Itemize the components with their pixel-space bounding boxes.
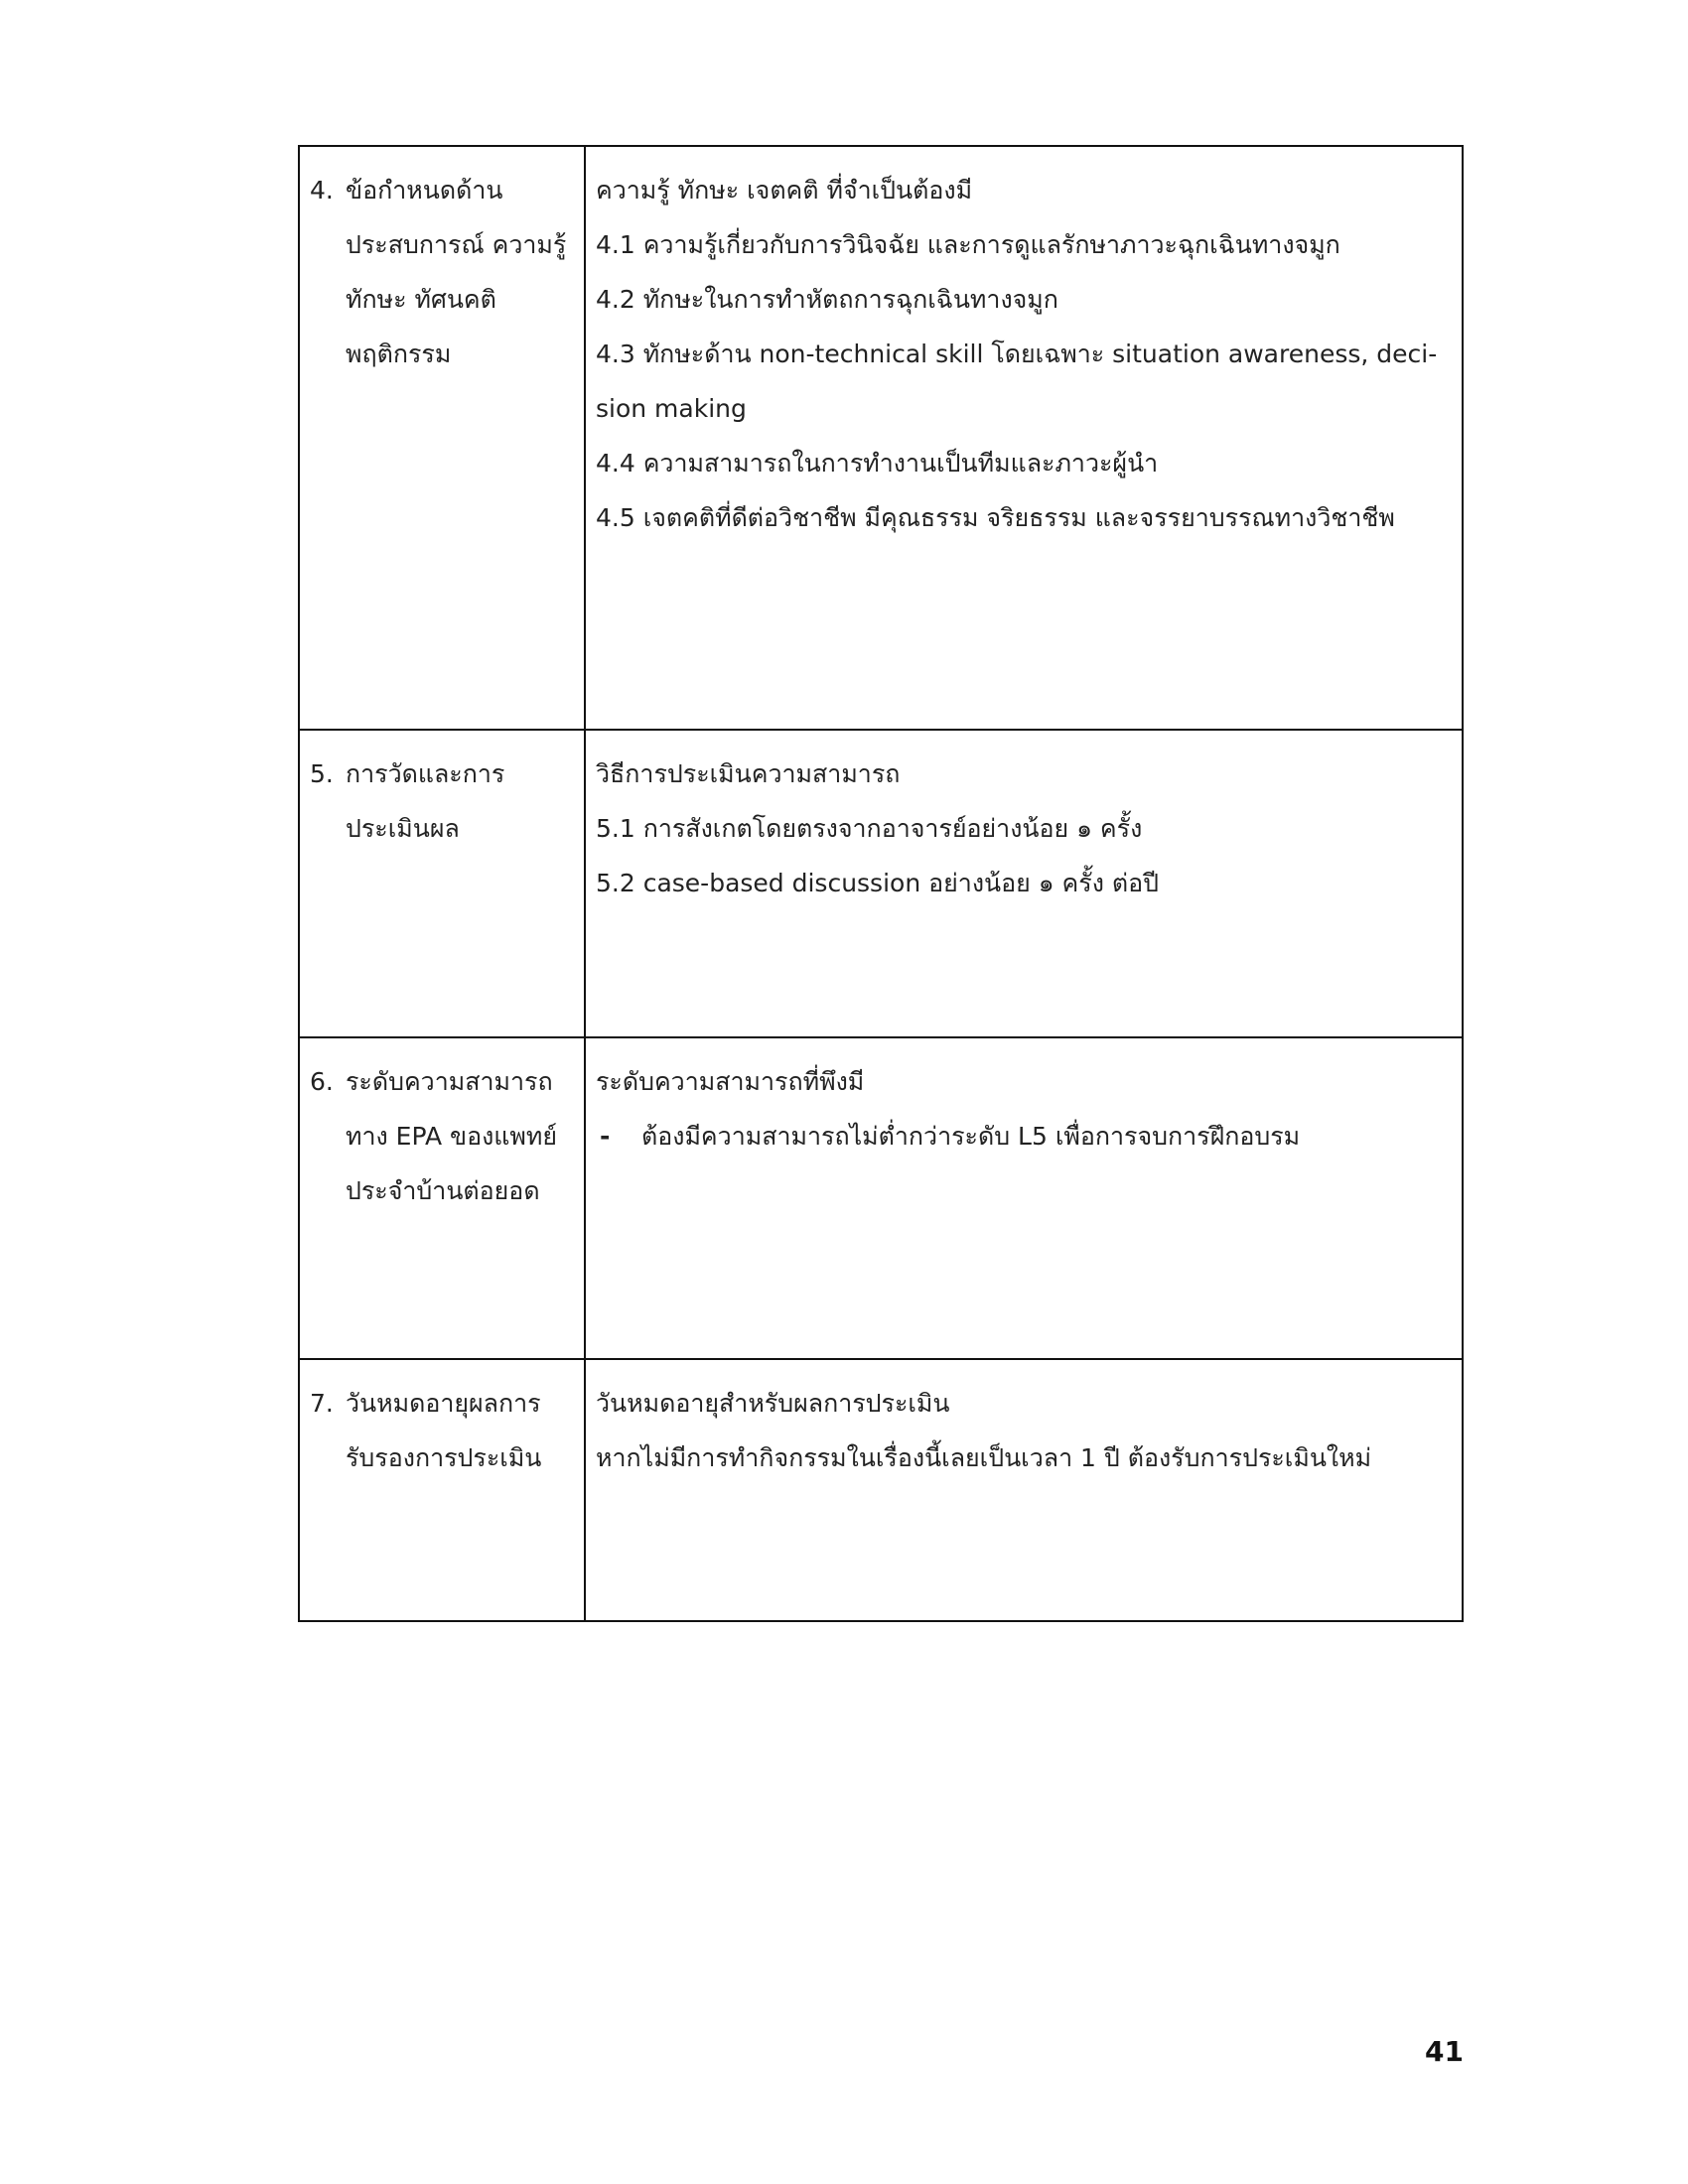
row-heading-line: ระดับความสามารถ bbox=[346, 1067, 553, 1096]
content-item: sion making bbox=[596, 394, 747, 423]
row-heading-line: รับรองการประเมิน bbox=[346, 1443, 542, 1472]
content-item: 4.1 ความรู้เกี่ยวกับการวินิจฉัย และการดูแลรักษาภาวะฉุกเฉินทางจมูก bbox=[596, 230, 1340, 259]
content-item: 4.3 ทักษะด้าน non-technical skill โดยเฉพาะ situation awareness, deci- bbox=[596, 340, 1438, 368]
row-heading-cell bbox=[300, 731, 586, 1036]
content-item: หากไม่มีการทำกิจกรรมในเรื่องนี้เลยเป็นเวลา 1 ปี ต้องรับการประเมินใหม่ bbox=[596, 1443, 1372, 1472]
epa-table bbox=[298, 145, 1464, 1622]
dash-bullet: - bbox=[600, 1122, 611, 1151]
content-title: ระดับความสามารถที่พึงมี bbox=[596, 1067, 865, 1096]
row-heading-line: การวัดและการ bbox=[346, 759, 505, 788]
content-title: ความรู้ ทักษะ เจตคติ ที่จำเป็นต้องมี bbox=[596, 176, 973, 205]
row-number: 4. bbox=[310, 176, 334, 205]
row-number: 7. bbox=[310, 1389, 334, 1418]
content-item: 4.5 เจตคติที่ดีต่อวิชาชีพ มีคุณธรรม จริยธรรม และจรรยาบรรณทางวิชาชีพ bbox=[596, 503, 1395, 532]
row-heading-line: ประเมินผล bbox=[346, 814, 460, 843]
row-content-cell bbox=[586, 1360, 1462, 1620]
row-number: 6. bbox=[310, 1067, 334, 1096]
row-content-cell bbox=[586, 147, 1462, 729]
table-row-5 bbox=[300, 731, 1462, 1038]
table-row-6 bbox=[300, 1038, 1462, 1360]
row-heading-cell bbox=[300, 1038, 586, 1358]
row-heading-line: ข้อกำหนดด้าน bbox=[346, 176, 503, 205]
row-number: 5. bbox=[310, 759, 334, 788]
content-item: 4.2 ทักษะในการทำหัตถการฉุกเฉินทางจมูก bbox=[596, 285, 1058, 314]
content-item: ต้องมีความสามารถไม่ต่ำกว่าระดับ L5 เพื่อการจบการฝึกอบรม bbox=[641, 1122, 1301, 1151]
row-heading-cell bbox=[300, 1360, 586, 1620]
content-item: 5.1 การสังเกตโดยตรงจากอาจารย์อย่างน้อย ๑ ครั้ง bbox=[596, 814, 1143, 843]
page-number: 41 bbox=[1425, 2035, 1464, 2068]
row-content-cell bbox=[586, 731, 1462, 1036]
table-row-4 bbox=[300, 147, 1462, 731]
row-heading-cell bbox=[300, 147, 586, 729]
bullet-item bbox=[596, 1109, 1448, 1163]
content-item: 4.4 ความสามารถในการทำงานเป็นทีมและภาวะผู้นำ bbox=[596, 449, 1159, 478]
row-heading-line: วันหมดอายุผลการ bbox=[346, 1389, 541, 1418]
table-row-7 bbox=[300, 1360, 1462, 1620]
row-heading-line: ประสบการณ์ ความรู้ bbox=[346, 230, 567, 259]
content-title: วันหมดอายุสำหรับผลการประเมิน bbox=[596, 1389, 950, 1418]
row-heading-line: ประจำบ้านต่อยอด bbox=[346, 1176, 540, 1205]
row-heading-line: พฤติกรรม bbox=[346, 340, 452, 368]
content-item: 5.2 case-based discussion อย่างน้อย ๑ ครั้ง ต่อปี bbox=[596, 869, 1159, 897]
row-heading-line: ทักษะ ทัศนคติ bbox=[346, 285, 496, 314]
content-title: วิธีการประเมินความสามารถ bbox=[596, 759, 901, 788]
row-heading-line: ทาง EPA ของแพทย์ bbox=[346, 1122, 558, 1151]
row-content-cell bbox=[586, 1038, 1462, 1358]
